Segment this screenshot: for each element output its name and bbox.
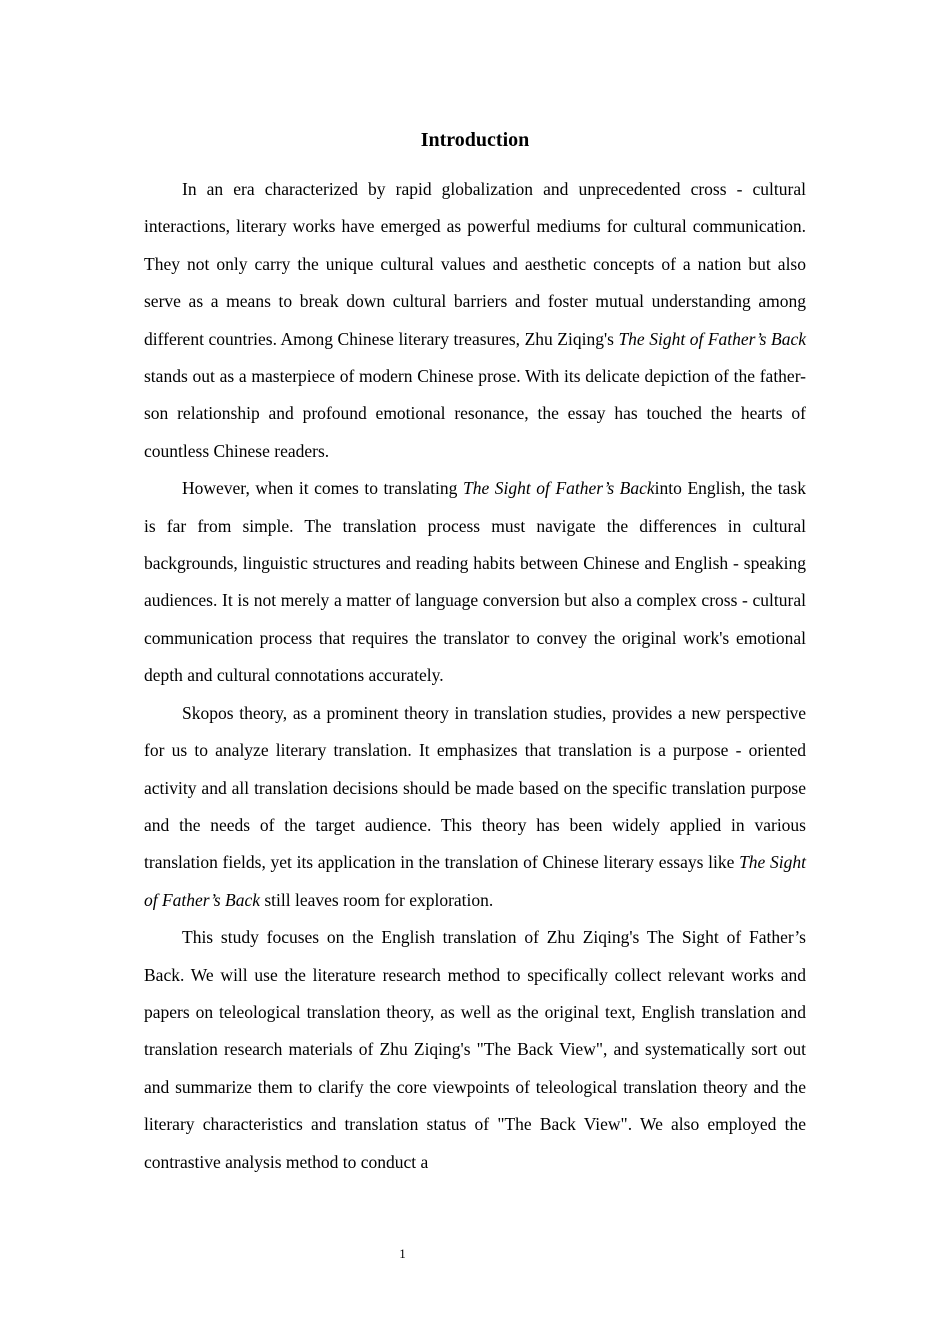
paragraph-4-text-1: This study focuses on the English translation of Zhu Ziqing's The Sight of Father’s Back. We will use the literature research method to specifically collect relevant works and papers on teleological translation theory, as well as the original text, English translation and translation research materials of Zhu Ziqing's "The Back View", and systematically sort out and summarize them to clarify the core viewpoints of teleological translation theory and the literary characteristics and translation status of "The Back View". We also employed the contrastive analysis method to conduct a — [144, 927, 806, 1172]
paragraph-3-text-2: still leaves room for exploration. — [260, 889, 494, 910]
paragraph-1 — [144, 171, 806, 470]
page-title: Introduction — [420, 129, 530, 151]
paragraph-3 — [144, 695, 806, 919]
page-number: 1 — [399, 1246, 406, 1261]
paragraph-2-text-1: However, when it comes to translating — [182, 478, 463, 499]
paragraph-1-text-1: In an era characterized by rapid globalization and unprecedented cross - cultural interactions, literary works have emerged as powerful mediums for cultural communication. They not only carry the unique cultural values and aesthetic concepts of a nation but also serve as a means to break down cultural barriers and foster mutual understanding among different countries. Among Chinese literary treasures, Zhu Ziqing's — [144, 179, 806, 349]
paragraph-2-text-2: into English, the task is far from simple. The translation process must navigate the differences in cultural backgrounds, linguistic structures and reading habits between Chinese and English - speaking audiences. It is not merely a matter of language conversion but also a complex cross - cultural communication process that requires the translator to convey the original work's emotional depth and cultural connotations accurately. — [144, 478, 806, 686]
body-text — [144, 171, 806, 1181]
paragraph-4 — [144, 919, 806, 1181]
paragraph-3-book-title: The Sight of Father’s Back — [144, 852, 806, 910]
paragraph-1-text-2: stands out as a masterpiece of modern Chinese prose. With its delicate depiction of the father-son relationship and profound emotional resonance, the essay has touched the hearts of countless Chinese readers. — [144, 366, 806, 461]
paragraph-2 — [144, 470, 806, 694]
paragraph-3-text-1: Skopos theory, as a prominent theory in translation studies, provides a new perspective for us to analyze literary translation. It emphasizes that translation is a purpose - oriented activity and all translation decisions should be made based on the specific translation purpose and the needs of the target audience. This theory has been widely applied in various translation fields, yet its application in the translation of Chinese literary essays like — [144, 702, 806, 873]
paragraph-2-book-title: The Sight of Father’s Back — [462, 478, 655, 499]
paragraph-1-book-title: The Sight of Father’s Back — [618, 328, 806, 349]
